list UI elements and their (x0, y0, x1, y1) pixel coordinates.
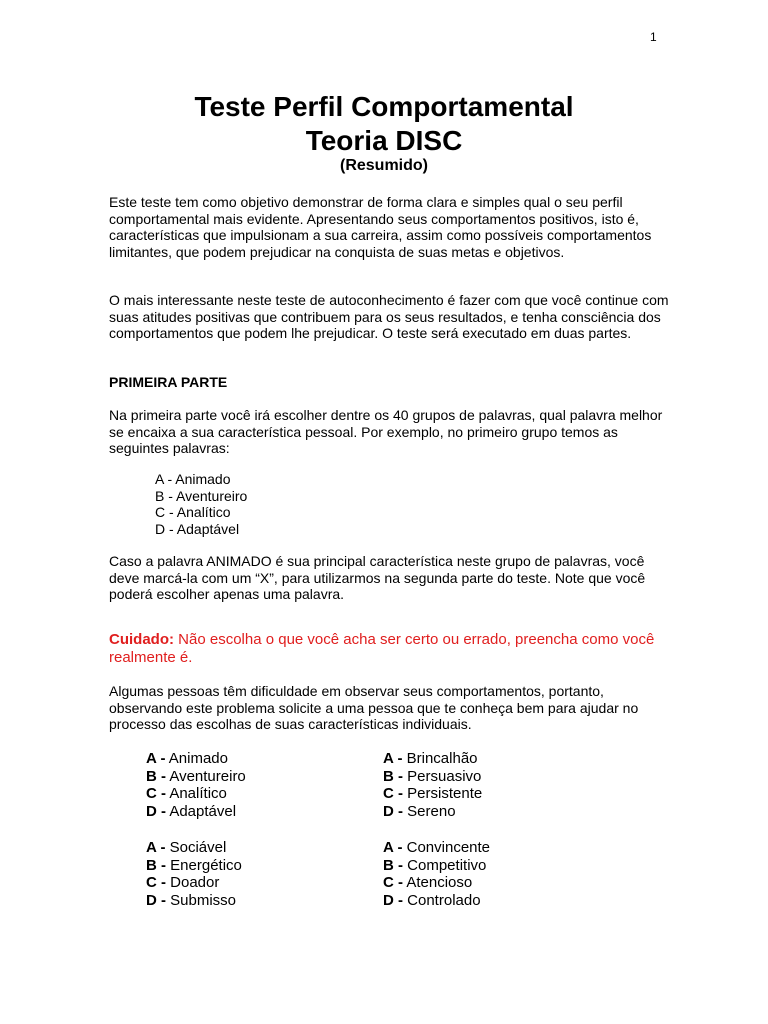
option-letter: C - (146, 874, 166, 892)
example-item: D - Adaptável (155, 520, 240, 537)
document-title: Teste Perfil Comportamental (194, 91, 574, 122)
option-word: Submisso (166, 892, 237, 910)
example-item: B - Aventureiro (155, 487, 248, 504)
word-option (146, 803, 246, 821)
caution-label: Cuidado: (109, 631, 174, 648)
option-word: Atencioso (403, 874, 473, 892)
word-option (383, 892, 490, 910)
option-letter: B - (146, 856, 166, 874)
option-word: Controlado (403, 892, 481, 910)
option-word: Doador (166, 874, 220, 892)
option-letter: D - (146, 892, 166, 910)
option-letter: B - (146, 767, 166, 785)
word-group-3 (146, 839, 242, 910)
document-subtitle: (Resumido) (340, 157, 428, 174)
option-word: Persuasivo (403, 767, 482, 785)
word-option (383, 874, 490, 892)
word-option (383, 750, 482, 768)
word-option (146, 892, 242, 910)
word-option (146, 857, 242, 875)
option-letter: C - (383, 874, 403, 892)
word-option (383, 839, 490, 857)
option-letter: B - (383, 856, 403, 874)
word-option (146, 768, 246, 786)
document-title-line2: Teoria DISC (305, 125, 463, 156)
option-letter: A - (146, 750, 166, 767)
page-number: 1 (650, 30, 657, 44)
word-option (383, 768, 482, 786)
section-heading: PRIMEIRA PARTE (109, 374, 228, 390)
option-word: Competitivo (403, 856, 487, 874)
option-word: Animado (165, 750, 228, 767)
help-paragraph: Algumas pessoas têm dificuldade em observar seus comportamentos, portanto, observando este problema solicite a uma pessoa que te conheça bem para ajudar no processo das escolhas de suas características individuais. (109, 683, 639, 732)
option-word: Energético (166, 856, 242, 874)
word-option (383, 857, 490, 875)
option-letter: C - (146, 785, 166, 803)
option-letter: B - (383, 767, 403, 785)
option-word: Aventureiro (166, 767, 246, 785)
option-word: Sereno (403, 803, 456, 821)
option-word: Adaptável (166, 803, 237, 821)
word-option (383, 785, 482, 803)
word-option (383, 803, 482, 821)
option-letter: D - (146, 803, 166, 821)
interest-paragraph: O mais interessante neste teste de autoconhecimento é fazer com que você continue com suas atitudes positivas que contribuem para os seus resultados, e tenha consciência dos comportamentos que podem lhe prejudicar. O teste será executado em duas partes. (109, 292, 669, 341)
caution-text: Não escolha o que você acha ser certo ou errado, preencha como você realmente é. (109, 631, 655, 666)
example-item: A - Animado (155, 471, 231, 487)
option-word: Brincalhão (402, 750, 478, 767)
option-letter: C - (383, 785, 403, 803)
example-item: C - Analítico (155, 504, 231, 520)
option-letter: D - (383, 892, 403, 910)
intro-paragraph: Este teste tem como objetivo demonstrar de forma clara e simples qual o seu perfil comportamental mais evidente. Apresentando seus comportamentos positivos, isto é, características que impulsionam a sua carreira, assim como possíveis comportamentos limitantes, que podem prejudicar na conquista de suas metas e objetivos. (109, 194, 652, 260)
caution-note (109, 631, 669, 667)
option-word: Sociável (165, 839, 227, 856)
option-word: Analítico (166, 785, 227, 803)
word-group-2 (383, 750, 482, 821)
option-letter: A - (146, 839, 166, 856)
marking-paragraph: Caso a palavra ANIMADO é sua principal característica neste grupo de palavras, você deve marcá-la com um “X”, para utilizarmos na segunda parte do teste. Note que você poderá escolher apenas uma palavra. (109, 553, 646, 602)
option-word: Persistente (403, 785, 483, 803)
word-group-1 (146, 750, 246, 821)
example-list (155, 471, 247, 537)
first-part-paragraph: Na primeira parte você irá escolher dentre os 40 grupos de palavras, qual palavra melhor se encaixa a sua característica pessoal. Por exemplo, no primeiro grupo temos as seguintes palavras: (109, 407, 663, 456)
word-option (146, 785, 246, 803)
option-letter: D - (383, 803, 403, 821)
option-letter: A - (383, 750, 403, 767)
word-group-4 (383, 839, 490, 910)
word-option (146, 874, 242, 892)
word-option (146, 750, 246, 768)
option-word: Convincente (402, 839, 491, 856)
option-letter: A - (383, 839, 403, 856)
word-option (146, 839, 242, 857)
